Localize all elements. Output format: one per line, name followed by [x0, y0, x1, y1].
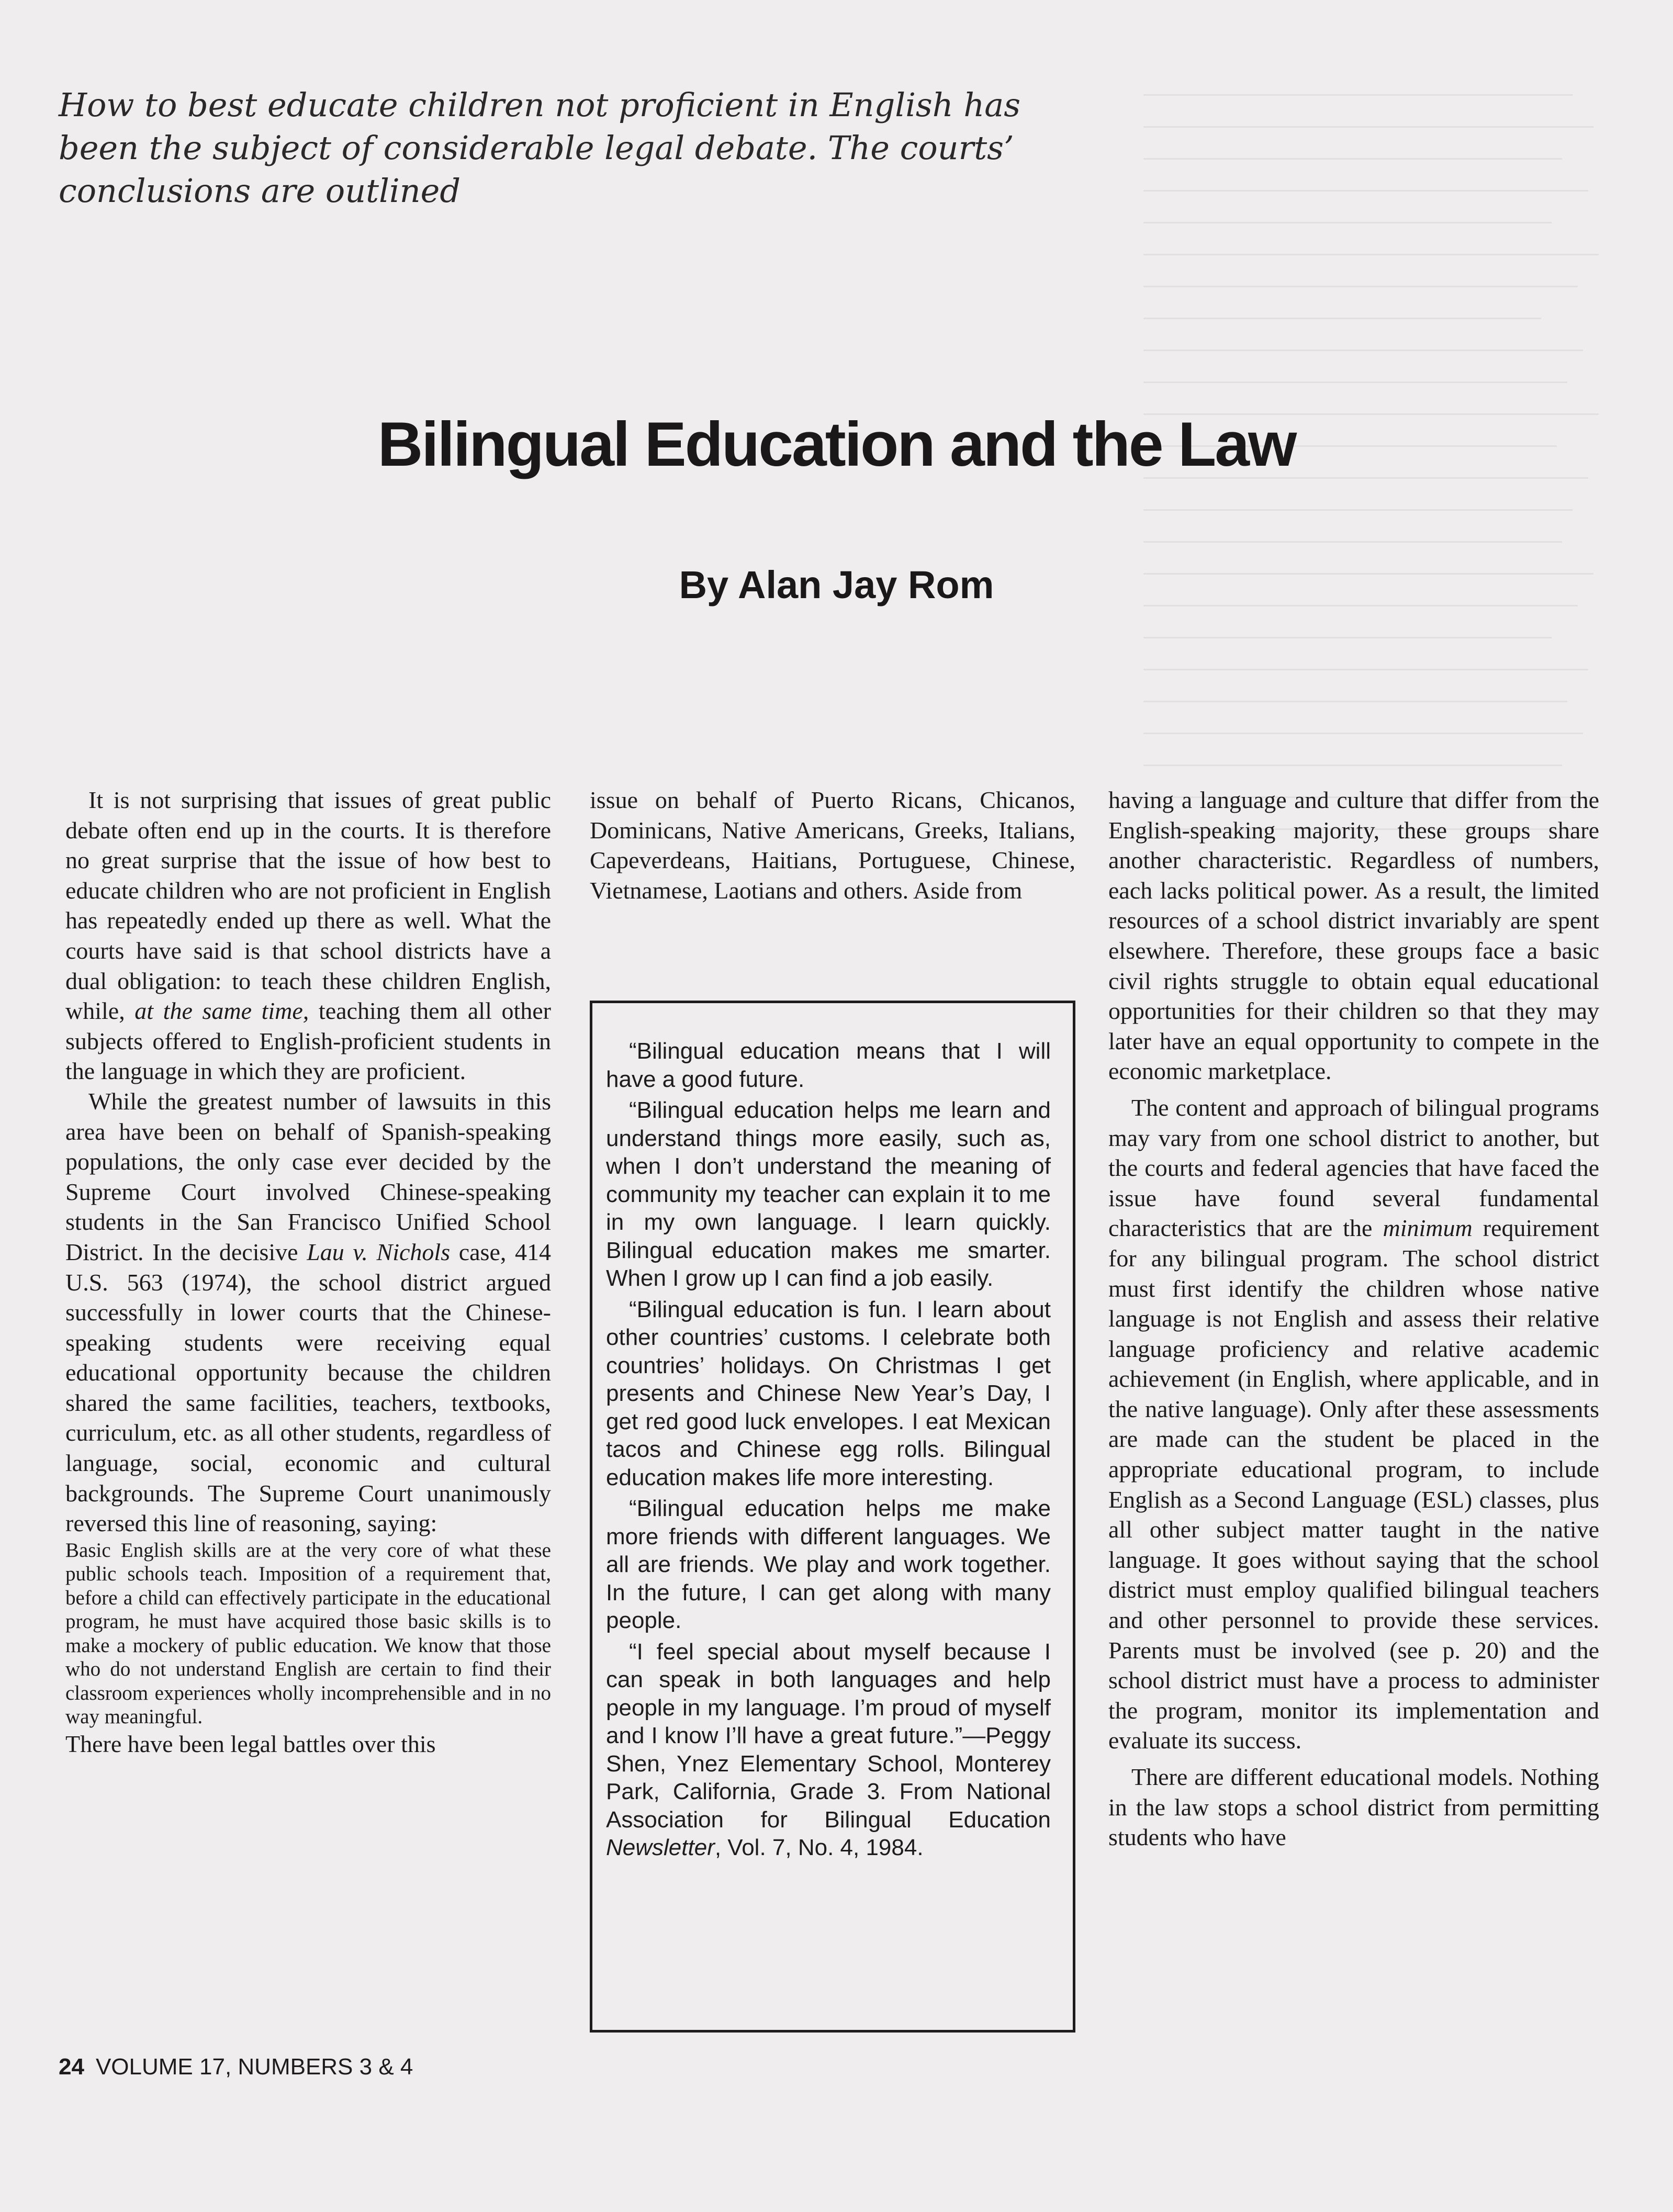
sidebar-quote: “Bilingual education helps me learn and understand things more easily, such as, when I don’t understand the meaning of community my teacher can explain it to me in my own language. I learn quickly. Bilingual education makes me smarter. When I grow up I can find a job easily. [606, 1097, 1051, 1291]
bleed-through-line [1143, 105, 1593, 128]
bleed-through-line [1143, 488, 1573, 511]
sidebar-quote: “I feel special about myself because I can speak in both languages and help people in my language. I’m proud of myself and I know I’ll have a great future.”—Peggy Shen, Ynez Elementary School, Monterey Park, California, Grade 3. From National Association for Bilingual Education Newsletter, Vol. 7, No. 4, 1984. [606, 1638, 1051, 1860]
student-quote-sidebar [590, 1001, 1075, 2033]
bleed-through-line [1143, 712, 1583, 734]
bleed-through-line [1143, 201, 1552, 223]
body-column-1 [65, 785, 551, 1759]
issue-label: VOLUME 17, NUMBERS 3 & 4 [95, 2054, 413, 2080]
bleed-through-line [1143, 233, 1599, 255]
bleed-through-line [1143, 361, 1567, 383]
paragraph: It is not surprising that issues of great public debate often end up in the courts. It is therefore no great surprise that the issue of how best to educate children who are not proficient in English has repeatedly ended up there as well. What the courts have said is that school districts have a dual obligation: to teach these children English, while, at the same time, teaching them all other subjects offered to English-proficient students in the language in which they are proficient. [65, 787, 551, 1085]
paragraph: There are different educational models. Nothing in the law stops a school district from permitting students who have [1108, 1764, 1599, 1851]
bleed-through-line [1143, 73, 1573, 96]
bleed-through-line [1143, 265, 1578, 287]
paragraph: The content and approach of bilingual programs may vary from one school district to another, but the courts and federal agencies that have faced the issue have found several fundamental characteristics that are the minimum requirement for any bilingual program. The school district must first identify the children whose native language is not English and assess their relative language proficiency and relative academic achievement (in English, where applicable, and in the native language). Only after these assessments are made can the student be placed in the appropriate educational program, to include English as a Second Language (ESL) classes, plus all other subject matter taught in the native language. It goes without saying that the school district must employ qualified bilingual teachers and other personnel to provide these services. Parents must be involved (see p. 20) and the school district must have a process to administer the program, monitor its implementation and evaluate its success. [1108, 1094, 1600, 1754]
bleed-through-line [1143, 616, 1552, 638]
sidebar-quote: “Bilingual education helps me make more friends with different languages. We all are friends. We play and work together. In the future, I can get along with many people. [606, 1496, 1051, 1633]
page-number: 24 [59, 2054, 84, 2080]
bleed-through-line [1143, 169, 1588, 192]
page-footer [59, 2054, 413, 2080]
sidebar-quote: “Bilingual education is fun. I learn about other countries’ customs. I celebrate both countries’ holidays. On Christmas I get presents and Chinese New Year’s Day, I get red good luck envelopes. I eat Mexican tacos and Chinese egg rolls. Bilingual education makes life more interesting. [606, 1296, 1051, 1490]
block-quote: Basic English skills are at the very core of what these public schools teach. Imposition of a requirement that, before a child can effectively participate in the educational program, he must have acquired those basic skills is to make a mockery of public education. We know that those who do not understand English are certain to find their classroom experiences wholly incomprehensible and in no way meaningful. [65, 1539, 551, 1728]
article-deck: How to best educate children not proficient in English has been the subject of considerable legal debate. The courts’ conclusions are outlined [59, 86, 1021, 210]
bleed-through-line [1143, 648, 1588, 670]
article-byline: By Alan Jay Rom [679, 563, 994, 607]
bleed-through-line [1143, 297, 1541, 319]
bleed-through-line [1143, 137, 1562, 160]
bleed-through-line [1143, 744, 1562, 766]
bleed-through-line [1143, 329, 1583, 351]
paragraph: There have been legal battles over this [65, 1730, 436, 1757]
paragraph: having a language and culture that differ from the English-speaking majority, these groups share another characteristic. Regardless of numbers, each lacks political power. As a result, the limited resources of a school district invariably are spent elsewhere. Therefore, these groups face a basic civil rights struggle to obtain equal educational opportunities for their children so that they may later have an equal opportunity to compete in the economic marketplace. [1108, 787, 1599, 1085]
sidebar-quote: “Bilingual education means that I will have a good future. [606, 1038, 1051, 1092]
paragraph: While the greatest number of lawsuits in this area have been on behalf of Spanish-speaking populations, the only case ever decided by the Supreme Court involved Chinese-speaking students in the San Francisco Unified School District. In the decisive Lau v. Nichols case, 414 U.S. 563 (1974), the school district argued successfully in lower courts that the Chinese-speaking students were receiving equal educational opportunity because the children shared the same facilities, teachers, textbooks, curriculum, etc. as all other students, regardless of language, social, economic and cultural backgrounds. The Supreme Court unanimously reversed this line of reasoning, saying: [65, 1087, 551, 1537]
bleed-through-line [1143, 680, 1567, 702]
body-column-2 [590, 785, 1075, 905]
body-column-3 [1108, 785, 1599, 1852]
paragraph: issue on behalf of Puerto Ricans, Chicanos, Dominicans, Native Americans, Greeks, Italians, Capeverdeans, Haitians, Portuguese, Chinese, Vietnamese, Laotians and others. Aside from [590, 787, 1075, 904]
article-title: Bilingual Education and the Law [377, 409, 1296, 479]
bleed-through-line [1143, 520, 1562, 543]
